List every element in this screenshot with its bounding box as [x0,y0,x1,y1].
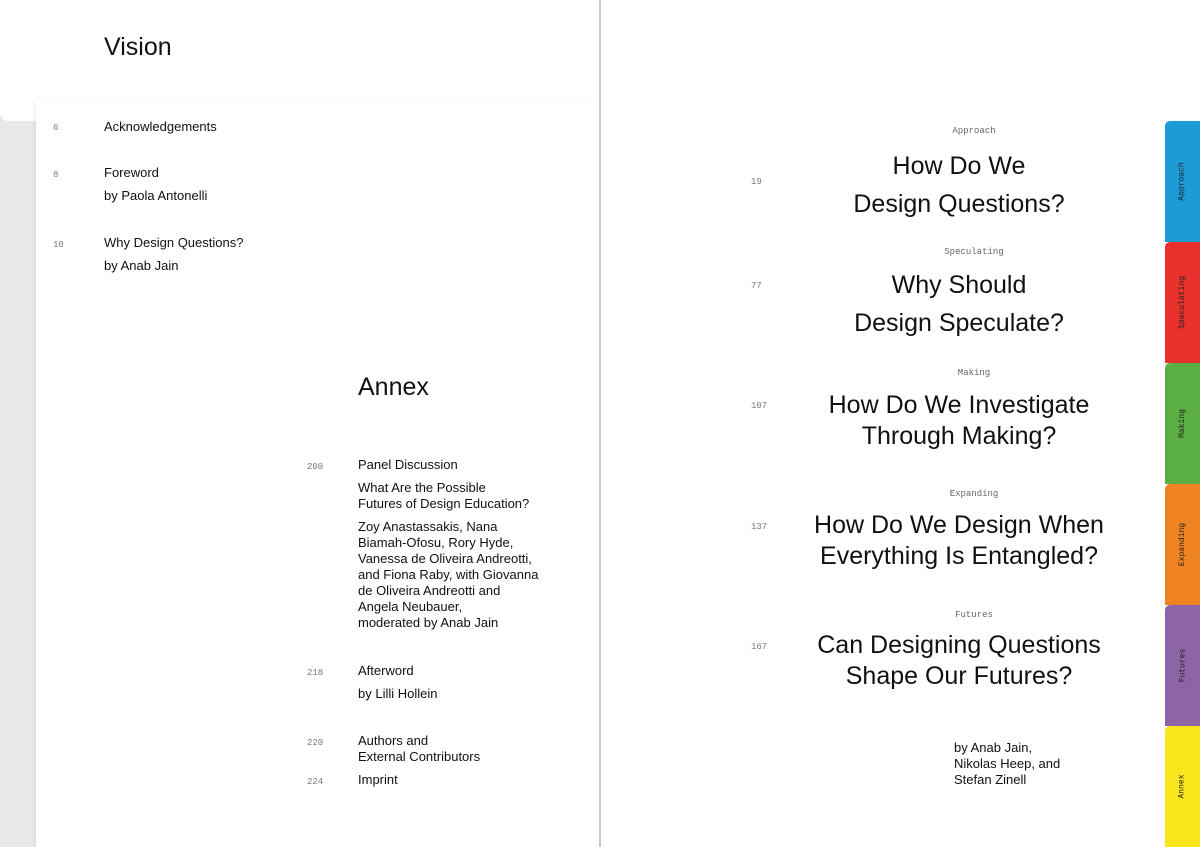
subtitle-line: Futures of Design Education? [358,496,530,511]
chapter-title-line: Design Questions? [853,190,1065,218]
vision-title: Vision [104,33,172,61]
chapter-title-line: Why Should [891,271,1027,299]
entry-title: Why Design Questions? [104,235,244,250]
participants-line: Zoy Anastassakis, Nana [358,519,498,534]
chapter-tag: Speculating [944,247,1004,257]
entry-title: Authors and [358,733,429,748]
chapter-title-speculating[interactable] [789,266,1129,342]
participants-line: and Fiona Raby, with Giovanna [358,567,539,582]
tab-label: Speculating [1178,276,1187,329]
page-number: 107 [751,401,768,411]
chapter-title-line: Everything Is Entangled? [820,542,1098,570]
chapter-title-line: How Do We Design When [814,511,1104,539]
page-number: 19 [751,177,762,187]
tab-expanding[interactable] [1165,484,1200,605]
page-number: 6 [53,123,59,133]
page-number: 77 [751,281,762,291]
toc-entry-afterword[interactable] [358,663,437,702]
chapter-title-making[interactable] [789,390,1129,452]
byline-line: by Anab Jain, [954,740,1033,755]
annex-title: Annex [358,373,429,401]
entry-title: Afterword [358,663,414,678]
tab-speculating[interactable] [1165,242,1200,363]
panel-subtitle [358,480,538,512]
chapter-title-approach[interactable] [789,147,1129,223]
tab-annex[interactable] [1165,726,1200,847]
chapter-tag: Making [957,368,991,378]
entry-title: Panel Discussion [358,457,458,472]
entry-title: Acknowledgements [104,119,217,134]
tab-label: Expanding [1178,522,1187,567]
chapter-title-line: Shape Our Futures? [845,662,1073,690]
tab-futures[interactable] [1165,605,1200,726]
chapter-title-line: Through Making? [861,422,1057,450]
tab-label: Futures [1177,648,1187,683]
entry-author: by Paola Antonelli [104,188,208,203]
toc-entry-acknowledgements[interactable] [104,119,217,135]
byline-line: Nikolas Heep, and [954,756,1061,771]
tab-label: Annex [1177,774,1187,799]
subtitle-line: What Are the Possible [358,480,486,495]
authors-byline [954,740,1060,788]
panel-participants [358,519,538,631]
participants-line: Vanessa de Oliveira Andreotti, [358,551,532,566]
chapter-title-line: How Do We Investigate [828,391,1090,419]
toc-entry-why-design-questions[interactable] [104,235,243,274]
chapter-title-line: Design Speculate? [854,309,1064,337]
page-number: 10 [53,240,64,250]
page-number: 224 [307,777,324,787]
participants-line: de Oliveira Andreotti and [358,583,501,598]
page-number: 137 [751,522,768,532]
chapter-tag: Expanding [949,489,999,499]
tab-making[interactable] [1165,363,1200,484]
toc-entry-imprint[interactable] [358,772,398,788]
page-number: 167 [751,642,768,652]
chapter-tag: Futures [955,610,993,620]
toc-entry-panel-discussion[interactable] [358,457,538,631]
chapter-title-expanding[interactable] [789,510,1129,572]
page-number: 218 [307,668,324,678]
byline-line: Stefan Zinell [954,772,1027,787]
entry-title-line: External Contributors [358,749,481,764]
entry-author: by Lilli Hollein [358,686,438,701]
toc-entry-foreword[interactable] [104,165,207,204]
book-gutter [599,0,601,847]
page-number: 8 [53,170,59,180]
participants-line: Angela Neubauer, [358,599,463,614]
chapter-tag: Approach [952,126,996,136]
chapter-title-futures[interactable] [789,630,1129,692]
chapter-title-line: How Do We [892,152,1026,180]
page-number: 200 [307,462,324,472]
entry-title: Imprint [358,772,398,787]
entry-title: Foreword [104,165,159,180]
tab-label: Making [1178,409,1187,438]
tab-approach[interactable] [1165,121,1200,242]
tab-label: Approach [1178,162,1187,201]
page-number: 220 [307,738,324,748]
chapter-title-line: Can Designing Questions [817,631,1101,659]
participants-line: moderated by Anab Jain [358,615,499,630]
participants-line: Biamah-Ofosu, Rory Hyde, [358,535,514,550]
entry-author: by Anab Jain [104,258,179,273]
toc-entry-authors[interactable] [358,733,480,765]
